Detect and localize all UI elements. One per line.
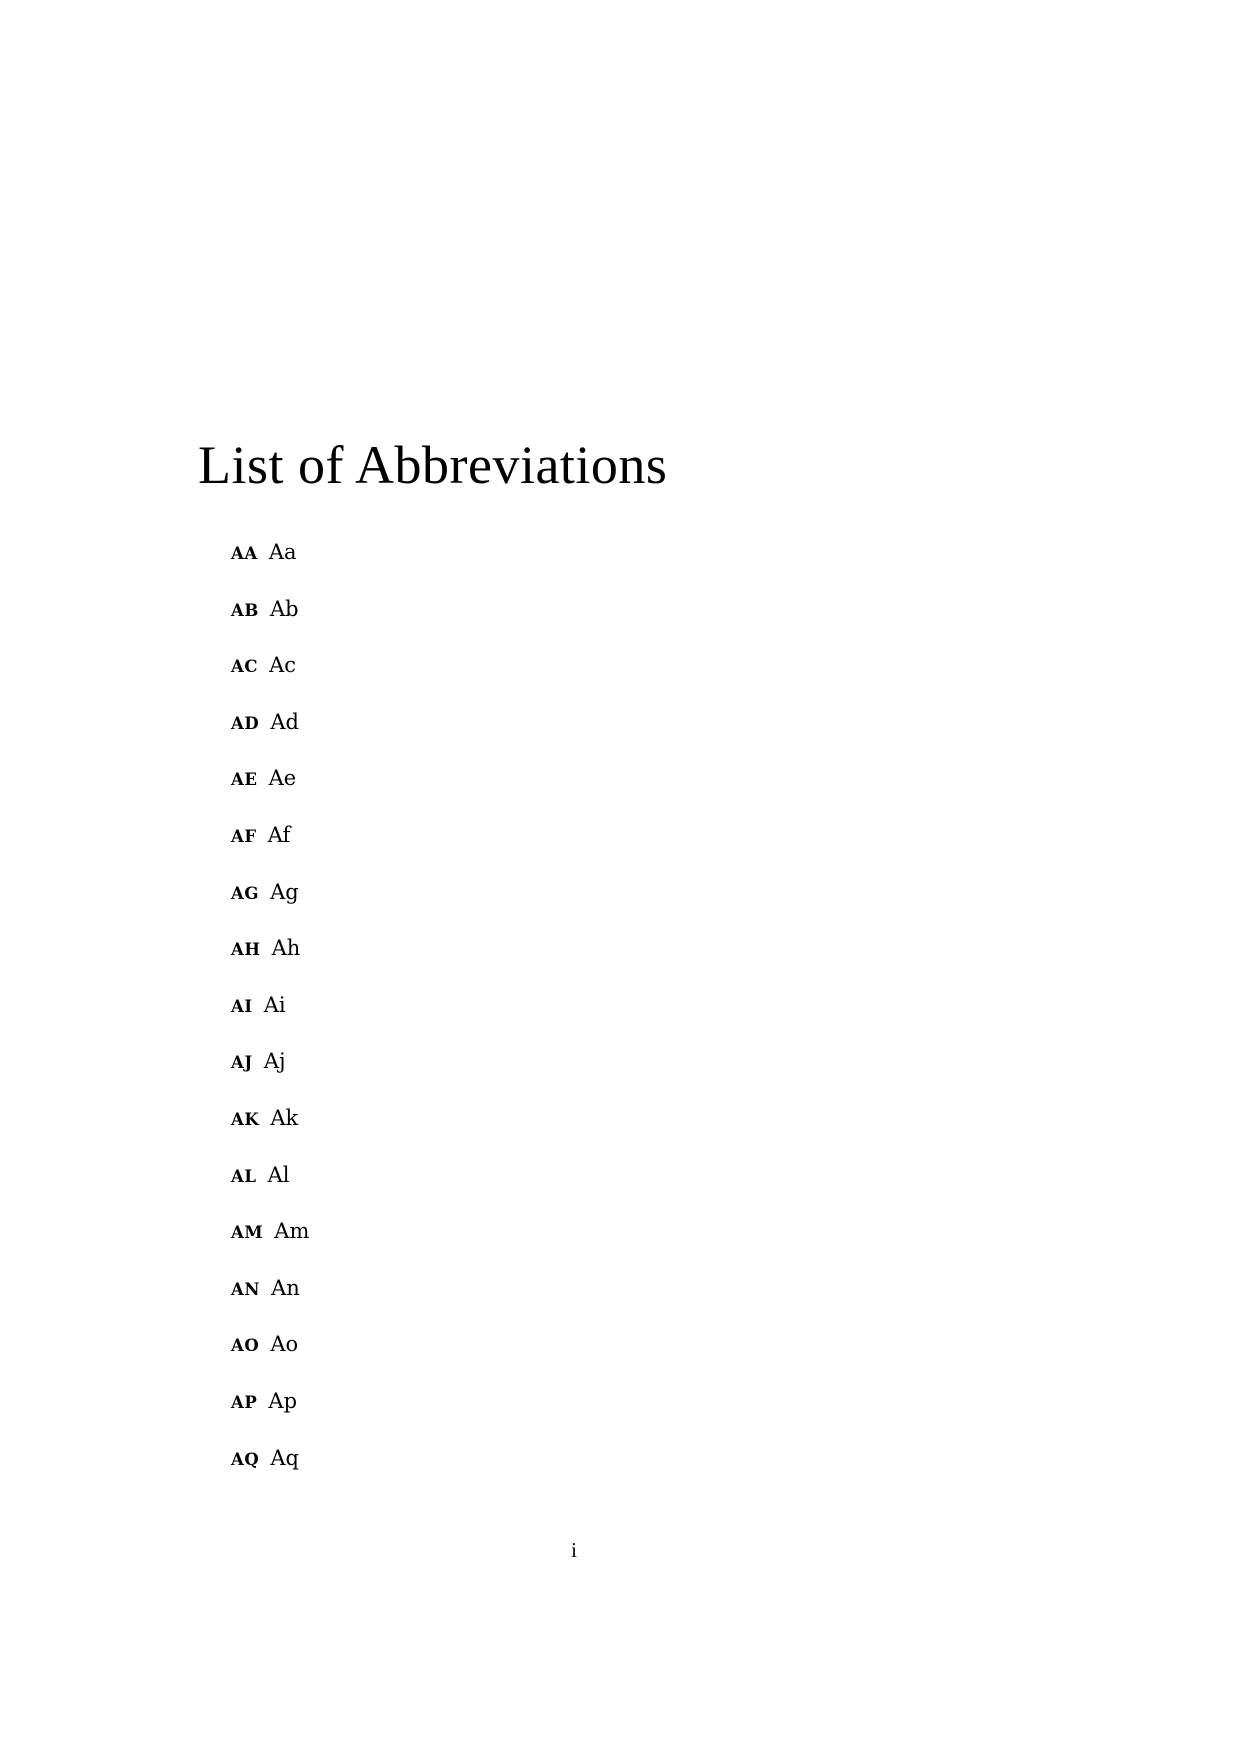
abbreviation-key: AQ (231, 1449, 260, 1469)
abbreviation-key: AO (231, 1336, 260, 1356)
abbreviation-entry (231, 820, 309, 877)
abbreviation-entry (231, 1386, 309, 1443)
abbreviation-definition: Ap (268, 1388, 298, 1413)
page-title: List of Abbreviations (198, 435, 668, 495)
abbreviation-key: AG (231, 883, 260, 903)
abbreviation-key: AE (231, 770, 258, 790)
abbreviation-definition: Ae (268, 766, 297, 791)
abbreviation-key: AI (231, 996, 253, 1016)
abbreviation-entry (231, 933, 309, 990)
abbreviation-key: AH (231, 940, 261, 960)
abbreviation-key: AJ (231, 1053, 253, 1073)
abbreviation-definition: Ai (263, 992, 286, 1017)
abbreviation-entry (231, 1273, 309, 1330)
abbreviation-key: AD (231, 713, 260, 733)
abbreviation-definition: Af (267, 822, 291, 847)
abbreviation-key: AB (231, 600, 259, 620)
abbreviation-definition: Ab (269, 596, 299, 621)
abbreviation-definition: Aq (270, 1445, 299, 1470)
abbreviation-key: AP (231, 1392, 258, 1412)
abbreviation-entry (231, 707, 309, 764)
abbreviation-definition: An (271, 1275, 300, 1300)
abbreviation-key: AN (231, 1279, 261, 1299)
abbreviation-definition: Ao (270, 1332, 299, 1357)
abbreviation-entry (231, 1443, 309, 1500)
abbreviation-entry (231, 650, 309, 707)
abbreviation-key: AL (231, 1166, 257, 1186)
abbreviation-entry (231, 537, 309, 594)
abbreviation-list (231, 537, 309, 1499)
abbreviation-key: AF (231, 826, 257, 846)
abbreviation-key: AC (231, 657, 259, 677)
abbreviation-entry (231, 1216, 309, 1273)
abbreviation-definition: Ah (271, 936, 301, 961)
abbreviation-definition: Am (274, 1219, 310, 1244)
abbreviation-entry (231, 1329, 309, 1386)
abbreviation-definition: Ak (270, 1105, 299, 1130)
abbreviation-key: AK (231, 1109, 260, 1129)
page-number: i (571, 1538, 577, 1562)
abbreviation-definition: Aj (263, 1049, 286, 1074)
abbreviation-definition: Ag (270, 879, 299, 904)
abbreviation-key: AA (231, 544, 258, 563)
abbreviation-entry (231, 1160, 309, 1217)
abbreviation-entry (231, 1046, 309, 1103)
abbreviation-entry (231, 594, 309, 651)
abbreviation-entry (231, 877, 309, 934)
abbreviation-definition: Ad (270, 709, 299, 734)
abbreviation-entry (231, 763, 309, 820)
abbreviation-definition: Aa (268, 540, 297, 564)
abbreviation-definition: Al (267, 1162, 290, 1187)
abbreviation-definition: Ac (269, 653, 297, 678)
abbreviation-entry (231, 1103, 309, 1160)
abbreviation-key: AM (231, 1223, 264, 1243)
abbreviation-entry (231, 990, 309, 1047)
